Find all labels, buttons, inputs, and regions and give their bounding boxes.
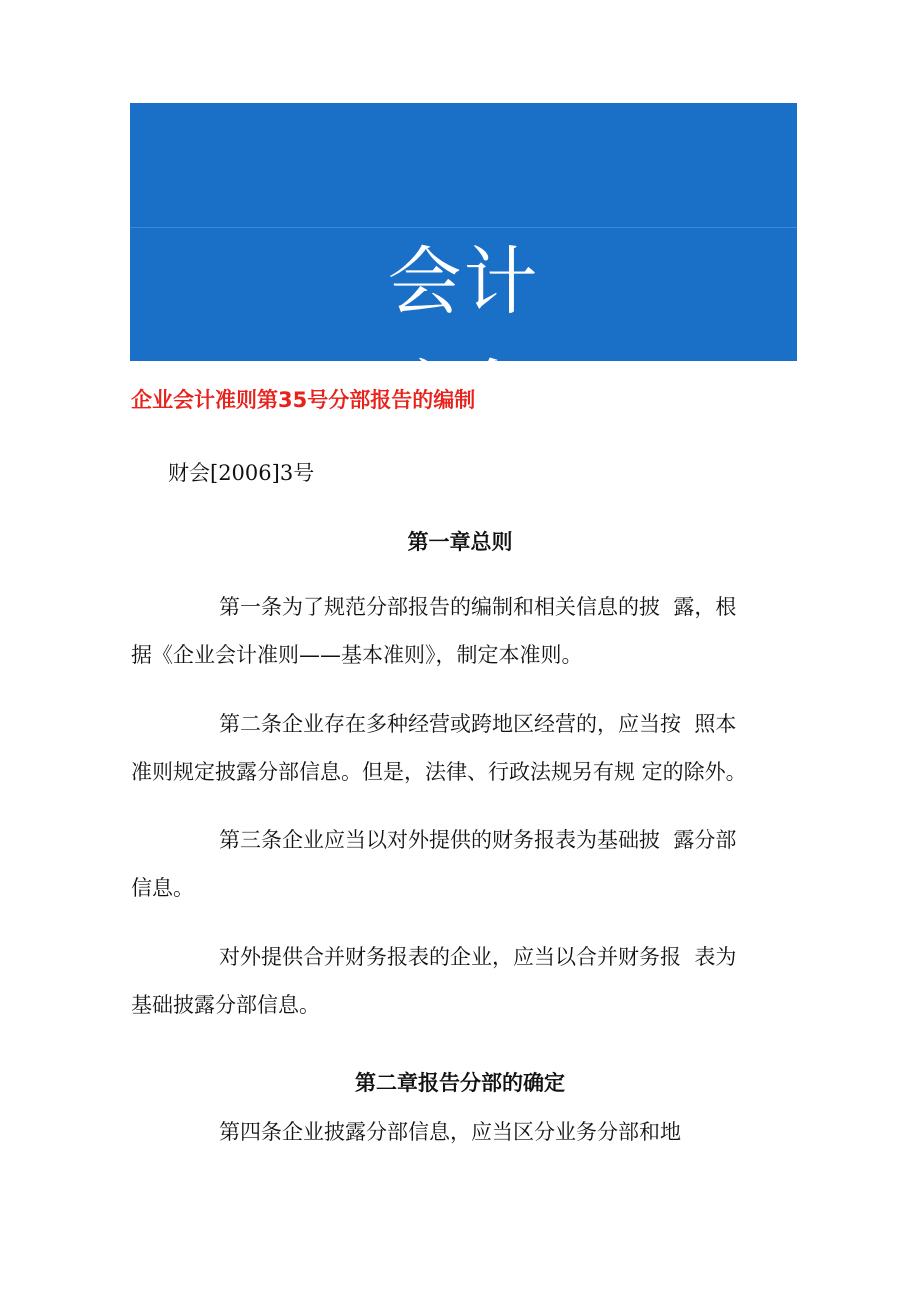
article-2 xyxy=(131,700,806,796)
article-3 xyxy=(131,816,806,912)
article-1-line-2: 据《企业会计准则——基本准则》，制定本准则。 xyxy=(131,643,583,667)
document-number: 财会[2006]3号 xyxy=(168,461,315,485)
article-4-line-1: 第四条企业披露分部信息，应当区分业务分部和地 xyxy=(219,1120,681,1144)
chapter-2-heading: 第二章报告分部的确定 xyxy=(355,1071,565,1095)
article-2-line-2: 准则规定披露分部信息。但是，法律、行政法规另有规 定的除外。 xyxy=(131,760,747,784)
article-3-continuation xyxy=(131,933,806,1029)
chapter-1-heading: 第一章总则 xyxy=(407,530,513,554)
article-3-line-1: 第三条企业应当以对外提供的财务报表为基础披 露分部 xyxy=(219,828,737,852)
article-3-continuation-line-2: 基础披露分部信息。 xyxy=(131,993,320,1017)
article-1-line-1: 第一条为了规范分部报告的编制和相关信息的披 露，根 xyxy=(219,595,737,619)
banner-line-2: 实务 xyxy=(387,352,540,438)
article-2-line-1: 第二条企业存在多种经营或跨地区经营的，应当按 照本 xyxy=(219,712,737,736)
article-4 xyxy=(131,1108,806,1156)
article-3-line-2: 信息。 xyxy=(131,876,194,900)
banner-divider xyxy=(130,227,797,228)
document-title: 企业会计准则第35号分部报告的编制 xyxy=(131,388,476,412)
article-3-continuation-line-1: 对外提供合并财务报表的企业，应当以合并财务报 表为 xyxy=(219,945,737,969)
banner-line-1: 会计 xyxy=(387,239,540,325)
article-1 xyxy=(131,583,806,679)
